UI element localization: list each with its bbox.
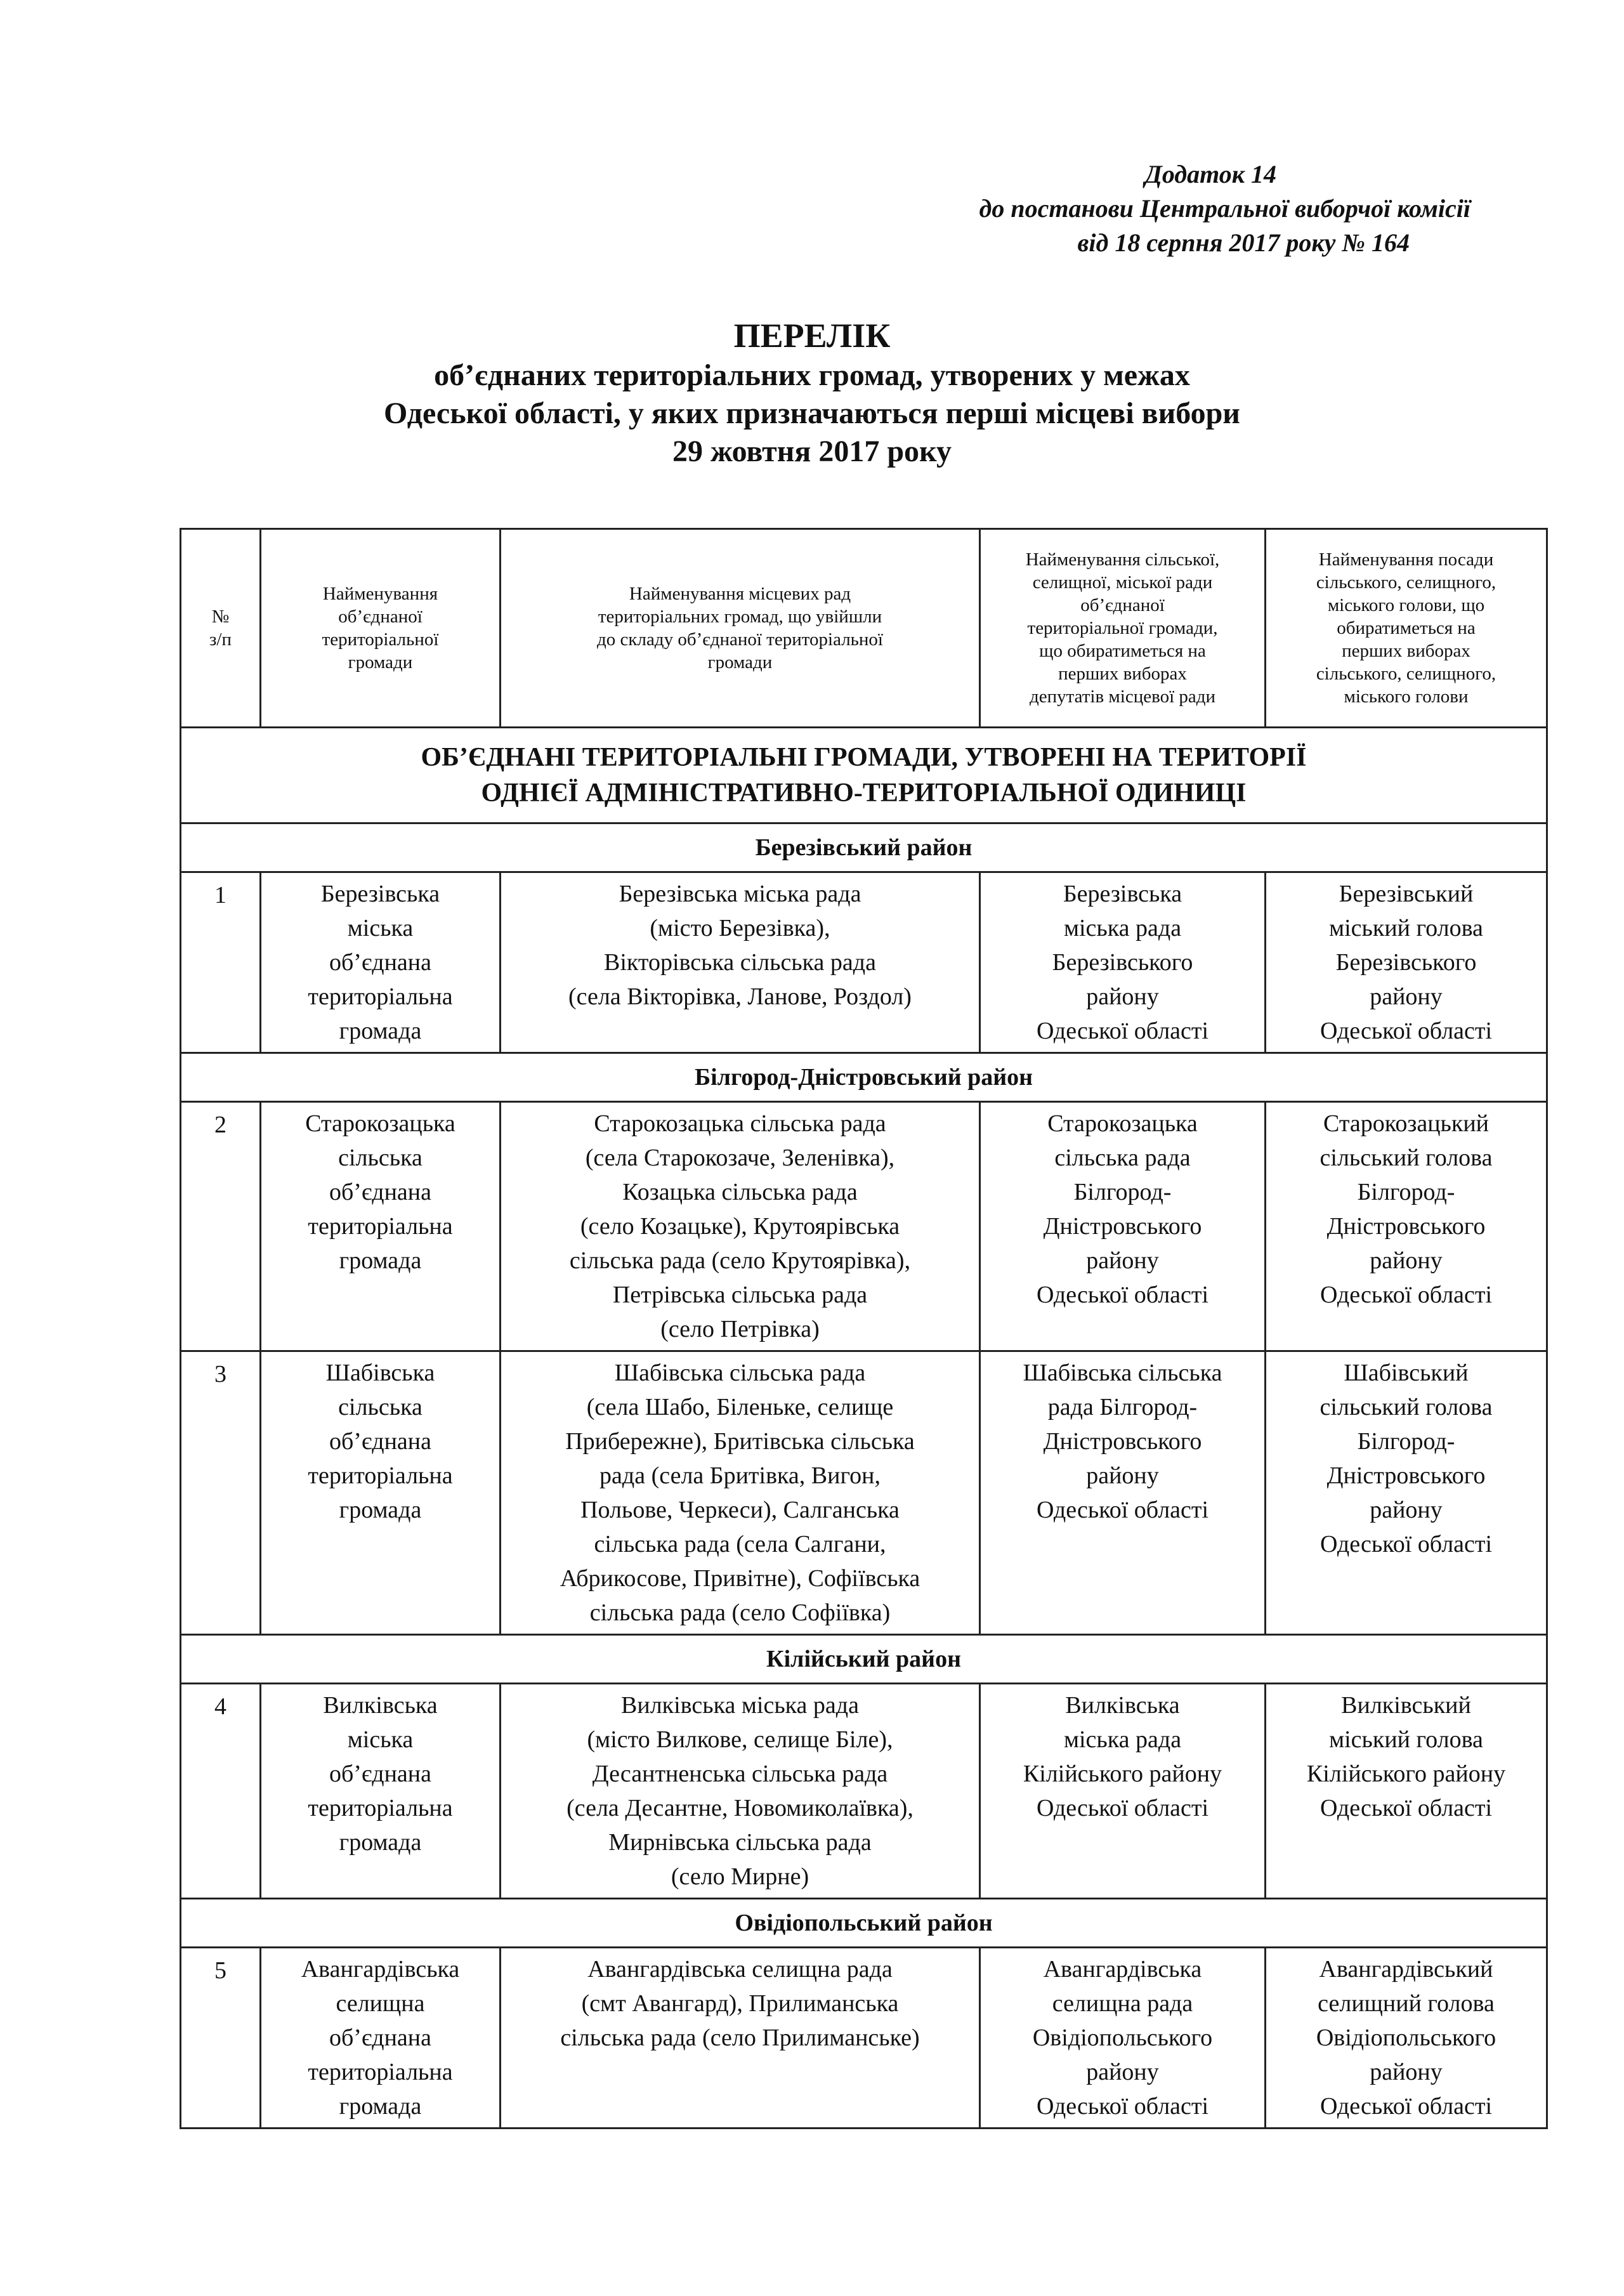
- head-position: [1266, 872, 1547, 1053]
- table-row: [181, 1351, 1547, 1635]
- row-number-text: 2: [214, 1112, 226, 1138]
- member-councils: [501, 1102, 980, 1351]
- community-name: [261, 1684, 501, 1899]
- row-number-text: 3: [214, 1361, 226, 1387]
- header-head-position: [1266, 529, 1547, 728]
- annex-date: від 18 серпня 2017 року № 164: [1077, 228, 1410, 257]
- header-head-position-text: Найменування посади сільського, селищного, міського голови, що обиратиметься на перших виборах сільського, селищного, міського голови: [1316, 549, 1496, 707]
- district-name: Кілійський район: [181, 1635, 1547, 1684]
- council-name-text: Старокозацька сільська рада Білгород- Дністровського району Одеської області: [1036, 1110, 1209, 1308]
- member-councils: [501, 872, 980, 1053]
- council-name: [980, 1684, 1266, 1899]
- annex-number: Додаток 14: [1144, 160, 1276, 188]
- row-number-text: 5: [214, 1957, 226, 1984]
- district-name: Березівський район: [181, 823, 1547, 872]
- member-councils: [501, 1684, 980, 1899]
- title-line-3: 29 жовтня 2017 року: [672, 435, 952, 468]
- table-header-row: [181, 529, 1547, 728]
- district-name: Овідіопольський район: [181, 1899, 1547, 1948]
- row-number: [181, 1948, 261, 2129]
- row-number: [181, 872, 261, 1053]
- head-position: [1266, 1684, 1547, 1899]
- header-community-text: Найменування об’єднаної територіальної громади: [322, 584, 439, 672]
- member-councils-text: Вилківська міська рада (місто Вилкове, селище Біле), Десантненська сільська рада (села Десантне, Новомиколаївка), Мирнівська сільська рада (село Мирне): [566, 1692, 914, 1890]
- header-councils: [501, 529, 980, 728]
- member-councils: [501, 1351, 980, 1635]
- row-number: [181, 1684, 261, 1899]
- community-name-text: Авангардівська селищна об’єднана територіальна громада: [301, 1956, 460, 2120]
- council-name-text: Вилківська міська рада Кілійського району Одеської області: [1023, 1692, 1222, 1821]
- head-position-text: Авангардівський селищний голова Овідіопольського району Одеської області: [1316, 1956, 1496, 2120]
- row-number-text: 1: [214, 882, 226, 909]
- member-councils-text: Авангардівська селищна рада (смт Авангард), Прилиманська сільська рада (село Прилиманське): [560, 1956, 920, 2051]
- district-row: [181, 823, 1547, 872]
- head-position-text: Шабівський сільський голова Білгород- Дністровського району Одеської області: [1320, 1360, 1493, 1558]
- document-title: [0, 315, 1624, 471]
- header-councils-text: Найменування місцевих рад територіальних громад, що увійшли до складу об’єднаної територіальної громади: [597, 584, 883, 672]
- row-number: [181, 1351, 261, 1635]
- member-councils: [501, 1948, 980, 2129]
- community-name: [261, 1351, 501, 1635]
- member-councils-text: Старокозацька сільська рада (села Старокозаче, Зеленівка), Козацька сільська рада (село Козацьке), Крутоярівська сільська рада (село Крутоярівка), Петрівська сільська рада (село Петрівка): [569, 1110, 911, 1342]
- table-row: [181, 1102, 1547, 1351]
- community-name-text: Шабівська сільська об’єднана територіальна громада: [308, 1360, 453, 1523]
- council-name-text: Шабівська сільська рада Білгород- Дністровського району Одеської області: [1023, 1360, 1222, 1523]
- header-community: [261, 529, 501, 728]
- district-row: [181, 1899, 1547, 1948]
- community-name-text: Старокозацька сільська об’єднана територіальна громада: [305, 1110, 455, 1274]
- row-number: [181, 1102, 261, 1351]
- table-row: [181, 1684, 1547, 1899]
- council-name: [980, 1948, 1266, 2129]
- table-row: [181, 1948, 1547, 2129]
- header-council-name: [980, 529, 1266, 728]
- head-position: [1266, 1102, 1547, 1351]
- community-name-text: Березівська міська об’єднана територіальна громада: [308, 881, 453, 1044]
- district-row: [181, 1635, 1547, 1684]
- head-position-text: Старокозацький сільський голова Білгород- Дністровського району Одеської області: [1320, 1110, 1493, 1308]
- council-name-text: Авангардівська селищна рада Овідіопольського району Одеської області: [1032, 1956, 1213, 2120]
- head-position-text: Березівський міський голова Березівського району Одеської області: [1320, 881, 1493, 1044]
- table-body: [181, 728, 1547, 2129]
- row-number-text: 4: [214, 1693, 226, 1720]
- head-position: [1266, 1351, 1547, 1635]
- member-councils-text: Шабівська сільська рада (села Шабо, Біленьке, селище Прибережне), Бритівська сільська рада (села Бритівка, Вигон, Польове, Черкеси), Салганська сільська рада (села Салгани, Абрикосове, Привітне), Софіївська сільська рада (село Софіївка): [560, 1360, 920, 1626]
- title-line-2: Одеської області, у яких призначаються перші місцеві вибори: [384, 397, 1240, 430]
- table-row: [181, 872, 1547, 1053]
- section-row: [181, 728, 1547, 823]
- council-name-text: Березівська міська рада Березівського району Одеської області: [1036, 881, 1209, 1044]
- title-line-1: об’єднаних територіальних громад, утворених у межах: [434, 358, 1190, 392]
- council-name: [980, 1351, 1266, 1635]
- section-title-text: ОБ’ЄДНАНІ ТЕРИТОРІАЛЬНІ ГРОМАДИ, УТВОРЕНІ НА ТЕРИТОРІЇ ОДНІЄЇ АДМІНІСТРАТИВНО-ТЕРИТОРІАЛЬНОЇ ОДИНИЦІ: [421, 743, 1307, 808]
- annex-block: [979, 157, 1470, 260]
- community-name: [261, 1948, 501, 2129]
- council-name: [980, 1102, 1266, 1351]
- district-row: [181, 1053, 1547, 1102]
- community-name-text: Вилківська міська об’єднана територіальна громада: [308, 1692, 453, 1856]
- communities-table: [180, 528, 1548, 2129]
- district-name: Білгород-Дністровський район: [181, 1053, 1547, 1102]
- header-number: [181, 529, 261, 728]
- community-name: [261, 1102, 501, 1351]
- section-title: [181, 728, 1547, 823]
- head-position: [1266, 1948, 1547, 2129]
- annex-resolution: до постанови Центральної виборчої комісії: [979, 194, 1470, 223]
- community-name: [261, 872, 501, 1053]
- head-position-text: Вилківський міський голова Кілійського району Одеської області: [1306, 1692, 1506, 1821]
- header-number-text: № з/п: [209, 607, 232, 650]
- title-heading: ПЕРЕЛІК: [733, 317, 891, 355]
- council-name: [980, 872, 1266, 1053]
- header-council-name-text: Найменування сільської, селищної, міської ради об’єднаної територіальної громади, що обиратиметься на перших виборах депутатів місцевої ради: [1025, 549, 1220, 707]
- member-councils-text: Березівська міська рада (місто Березівка), Вікторівська сільська рада (села Вікторівка, Ланове, Роздол): [568, 881, 912, 1010]
